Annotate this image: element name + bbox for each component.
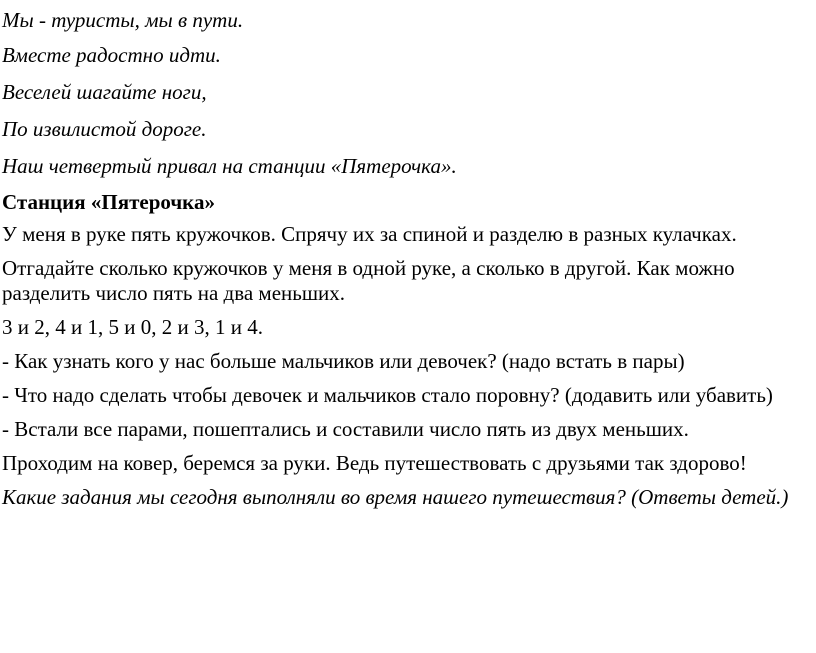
- paragraph-pairs-list: 3 и 2, 4 и 1, 5 и 0, 2 и 3, 1 и 4.: [2, 315, 263, 339]
- paragraph-question-equal: - Что надо сделать чтобы девочек и мальчиков стало поровну? (додавить или убавить): [2, 383, 773, 407]
- paragraph-pairs-whisper: - Встали все парами, пошептались и составили число пять из двух меньших.: [2, 417, 689, 441]
- poem-line-5: Наш четвертый привал на станции «Пятерочка».: [2, 154, 457, 178]
- poem-line-3: Веселей шагайте ноги,: [2, 80, 207, 104]
- poem-line-2: Вместе радостно идти.: [2, 43, 221, 67]
- paragraph-question-boys-girls: - Как узнать кого у нас больше мальчиков или девочек? (надо встать в пары): [2, 349, 685, 373]
- paragraph-carpet: Проходим на ковер, беремся за руки. Ведь путешествовать с друзьями так здорово!: [2, 451, 747, 475]
- paragraph-guess: Отгадайте сколько кружочков у меня в одной руке, а сколько в другой. Как можно разделить число пять на два меньших.: [2, 256, 735, 305]
- station-heading: Станция «Пятерочка»: [2, 190, 215, 214]
- closing-question: Какие задания мы сегодня выполняли во время нашего путешествия? (Ответы детей.): [2, 485, 789, 509]
- poem-line-4: По извилистой дороге.: [2, 117, 207, 141]
- paragraph-circles: У меня в руке пять кружочков. Спрячу их за спиной и разделю в разных кулачках.: [2, 222, 737, 246]
- poem-line-1: Мы - туристы, мы в пути.: [2, 8, 244, 32]
